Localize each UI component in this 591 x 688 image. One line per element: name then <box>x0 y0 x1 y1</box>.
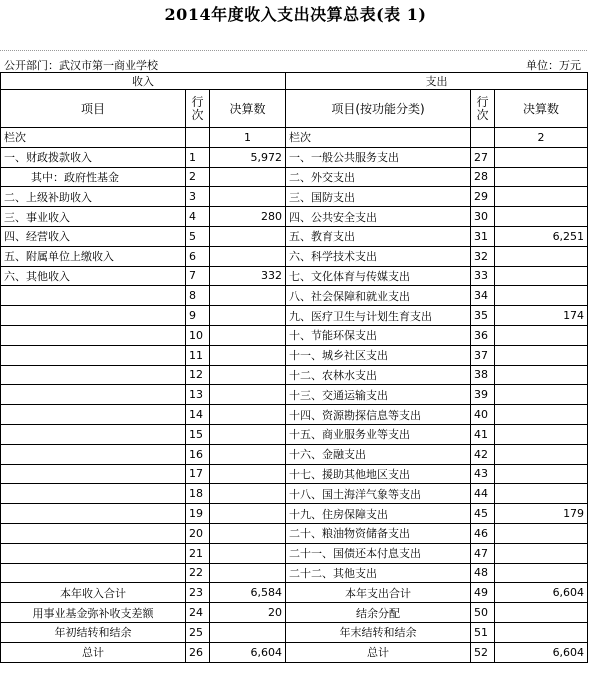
income-amount-cell <box>210 484 286 504</box>
income-rowno-cell: 4 <box>186 207 210 227</box>
expense-item-cell: 六、科学技术支出 <box>286 246 471 266</box>
income-amount-cell <box>210 622 286 642</box>
expense-rowno-cell: 51 <box>471 622 495 642</box>
table-row <box>1 603 588 623</box>
table-row <box>1 365 588 385</box>
expense-item-cell: 一、一般公共服务支出 <box>286 147 471 167</box>
expense-rowno-cell: 33 <box>471 266 495 286</box>
income-item-cell <box>1 484 186 504</box>
table-row <box>1 642 588 662</box>
income-amount-header: 决算数 <box>210 90 286 128</box>
expense-amount-cell <box>495 286 588 306</box>
column-index-label-left: 栏次 <box>1 128 186 148</box>
column-index-row <box>1 128 588 148</box>
income-amount-cell <box>210 424 286 444</box>
income-item-cell <box>1 464 186 484</box>
expense-item-cell: 八、社会保障和就业支出 <box>286 286 471 306</box>
expense-item-cell: 四、公共安全支出 <box>286 207 471 227</box>
income-amount-cell <box>210 405 286 425</box>
expense-rowno-cell: 43 <box>471 464 495 484</box>
income-item-cell: 年初结转和结余 <box>1 622 186 642</box>
income-amount-cell <box>210 504 286 524</box>
income-item-cell <box>1 405 186 425</box>
income-item-cell <box>1 543 186 563</box>
column-index-right: 2 <box>495 128 588 148</box>
income-rowno-header <box>186 90 210 128</box>
department-label: 公开部门：武汉市第一商业学校 <box>4 59 158 72</box>
expense-item-cell: 二十二、其他支出 <box>286 563 471 583</box>
income-expense-table <box>0 72 588 663</box>
column-index-left: 1 <box>210 128 286 148</box>
income-amount-cell <box>210 286 286 306</box>
rowno-header-text <box>477 96 489 122</box>
income-rowno-cell: 18 <box>186 484 210 504</box>
income-rowno-cell: 23 <box>186 583 210 603</box>
expense-item-cell: 结余分配 <box>286 603 471 623</box>
table-row <box>1 306 588 326</box>
rowno-header-top: 行 <box>476 94 489 109</box>
expense-rowno-cell: 29 <box>471 187 495 207</box>
income-item-cell <box>1 563 186 583</box>
expense-item-cell: 十三、交通运输支出 <box>286 385 471 405</box>
income-amount-cell <box>210 187 286 207</box>
table-row <box>1 523 588 543</box>
expense-item-cell: 十七、援助其他地区支出 <box>286 464 471 484</box>
expense-amount-cell <box>495 147 588 167</box>
expense-item-cell: 三、国防支出 <box>286 187 471 207</box>
income-amount-cell <box>210 246 286 266</box>
expense-amount-cell: 6,604 <box>495 583 588 603</box>
expense-item-cell: 十一、城乡社区支出 <box>286 345 471 365</box>
income-item-cell <box>1 424 186 444</box>
expense-item-header: 项目(按功能分类) <box>286 90 471 128</box>
expense-item-cell: 二十一、国债还本付息支出 <box>286 543 471 563</box>
table-row <box>1 444 588 464</box>
expense-item-cell: 十、节能环保支出 <box>286 325 471 345</box>
income-amount-cell <box>210 385 286 405</box>
expense-item-cell: 九、医疗卫生与计划生育支出 <box>286 306 471 326</box>
income-rowno-cell: 11 <box>186 345 210 365</box>
expense-amount-cell: 6,251 <box>495 226 588 246</box>
expense-rowno-cell: 31 <box>471 226 495 246</box>
table-row <box>1 484 588 504</box>
expense-item-cell: 十二、农林水支出 <box>286 365 471 385</box>
expense-amount-cell <box>495 246 588 266</box>
income-rowno-cell: 21 <box>186 543 210 563</box>
expense-rowno-cell: 39 <box>471 385 495 405</box>
income-amount-cell <box>210 345 286 365</box>
income-rowno-cell: 7 <box>186 266 210 286</box>
income-item-cell <box>1 365 186 385</box>
expense-amount-cell <box>495 603 588 623</box>
expense-rowno-cell: 32 <box>471 246 495 266</box>
income-rowno-cell: 5 <box>186 226 210 246</box>
income-item-cell <box>1 325 186 345</box>
income-rowno-cell: 6 <box>186 246 210 266</box>
expense-item-cell: 十五、商业服务业等支出 <box>286 424 471 444</box>
column-header-row <box>1 90 588 128</box>
expense-amount-cell <box>495 167 588 187</box>
expense-rowno-cell: 37 <box>471 345 495 365</box>
income-rowno-cell: 13 <box>186 385 210 405</box>
expense-rowno-cell: 52 <box>471 642 495 662</box>
income-rowno-cell: 15 <box>186 424 210 444</box>
column-index-empty-left <box>186 128 210 148</box>
expense-rowno-cell: 36 <box>471 325 495 345</box>
income-amount-cell <box>210 543 286 563</box>
expense-item-cell: 总计 <box>286 642 471 662</box>
expense-item-cell: 二、外交支出 <box>286 167 471 187</box>
income-rowno-cell: 9 <box>186 306 210 326</box>
expense-amount-cell <box>495 187 588 207</box>
income-amount-cell <box>210 563 286 583</box>
table-row <box>1 325 588 345</box>
expense-amount-cell <box>495 345 588 365</box>
expense-amount-cell <box>495 385 588 405</box>
income-item-cell <box>1 385 186 405</box>
rowno-header-bottom: 次 <box>476 107 489 122</box>
income-rowno-cell: 17 <box>186 464 210 484</box>
income-rowno-cell: 14 <box>186 405 210 425</box>
income-amount-cell <box>210 306 286 326</box>
expense-rowno-cell: 42 <box>471 444 495 464</box>
expense-amount-cell <box>495 207 588 227</box>
expense-rowno-cell: 41 <box>471 424 495 444</box>
income-rowno-cell: 25 <box>186 622 210 642</box>
income-rowno-cell: 20 <box>186 523 210 543</box>
income-rowno-cell: 12 <box>186 365 210 385</box>
income-amount-cell <box>210 226 286 246</box>
income-rowno-cell: 2 <box>186 167 210 187</box>
income-amount-cell <box>210 167 286 187</box>
table-row <box>1 286 588 306</box>
table-row <box>1 543 588 563</box>
income-amount-cell <box>210 325 286 345</box>
expense-amount-header: 决算数 <box>495 90 588 128</box>
expense-item-cell: 年末结转和结余 <box>286 622 471 642</box>
income-item-cell: 用事业基金弥补收支差额 <box>1 603 186 623</box>
table-row <box>1 622 588 642</box>
table-row <box>1 266 588 286</box>
expense-rowno-cell: 50 <box>471 603 495 623</box>
table-row <box>1 345 588 365</box>
expense-rowno-cell: 30 <box>471 207 495 227</box>
rowno-header-bottom: 次 <box>191 107 204 122</box>
expense-rowno-cell: 34 <box>471 286 495 306</box>
report-meta <box>0 50 587 73</box>
column-index-label-right: 栏次 <box>286 128 471 148</box>
rowno-header-text <box>191 96 203 122</box>
expense-rowno-cell: 28 <box>471 167 495 187</box>
income-item-cell: 五、附属单位上缴收入 <box>1 246 186 266</box>
table-row <box>1 147 588 167</box>
income-item-cell: 总计 <box>1 642 186 662</box>
expense-item-cell: 本年支出合计 <box>286 583 471 603</box>
income-amount-cell: 332 <box>210 266 286 286</box>
table-row <box>1 464 588 484</box>
income-rowno-cell: 26 <box>186 642 210 662</box>
expense-item-cell: 十八、国土海洋气象等支出 <box>286 484 471 504</box>
income-item-cell <box>1 444 186 464</box>
income-item-cell: 一、财政拨款收入 <box>1 147 186 167</box>
income-item-cell: 三、事业收入 <box>1 207 186 227</box>
income-rowno-cell: 24 <box>186 603 210 623</box>
income-item-cell: 六、其他收入 <box>1 266 186 286</box>
expense-item-cell: 十六、金融支出 <box>286 444 471 464</box>
expense-amount-cell <box>495 365 588 385</box>
expense-rowno-cell: 35 <box>471 306 495 326</box>
table-row <box>1 405 588 425</box>
expense-amount-cell <box>495 424 588 444</box>
expense-rowno-cell: 49 <box>471 583 495 603</box>
expense-rowno-header <box>471 90 495 128</box>
income-item-cell: 四、经营收入 <box>1 226 186 246</box>
table-row <box>1 246 588 266</box>
income-item-cell <box>1 345 186 365</box>
income-amount-cell: 6,584 <box>210 583 286 603</box>
expense-amount-cell: 179 <box>495 504 588 524</box>
expense-amount-cell <box>495 405 588 425</box>
column-index-empty-right <box>471 128 495 148</box>
table-row <box>1 207 588 227</box>
table-row <box>1 226 588 246</box>
table-row <box>1 167 588 187</box>
income-rowno-cell: 19 <box>186 504 210 524</box>
section-header-row <box>1 73 588 90</box>
expense-amount-cell <box>495 325 588 345</box>
expense-item-cell: 十九、住房保障支出 <box>286 504 471 524</box>
expense-amount-cell: 174 <box>495 306 588 326</box>
expense-rowno-cell: 38 <box>471 365 495 385</box>
income-rowno-cell: 8 <box>186 286 210 306</box>
expense-amount-cell <box>495 622 588 642</box>
expense-amount-cell: 6,604 <box>495 642 588 662</box>
income-item-cell: 本年收入合计 <box>1 583 186 603</box>
expense-rowno-cell: 47 <box>471 543 495 563</box>
expense-section-header: 支出 <box>286 73 588 90</box>
table-row <box>1 424 588 444</box>
income-item-cell <box>1 286 186 306</box>
expense-item-cell: 五、教育支出 <box>286 226 471 246</box>
income-rowno-cell: 3 <box>186 187 210 207</box>
expense-rowno-cell: 46 <box>471 523 495 543</box>
income-item-cell: 其中：政府性基金 <box>1 167 186 187</box>
expense-amount-cell <box>495 444 588 464</box>
expense-amount-cell <box>495 563 588 583</box>
income-amount-cell <box>210 523 286 543</box>
income-amount-cell: 6,604 <box>210 642 286 662</box>
table-row <box>1 187 588 207</box>
income-rowno-cell: 16 <box>186 444 210 464</box>
income-item-cell <box>1 306 186 326</box>
income-amount-cell <box>210 464 286 484</box>
income-rowno-cell: 22 <box>186 563 210 583</box>
rowno-header-top: 行 <box>191 94 204 109</box>
expense-item-cell: 七、文化体育与传媒支出 <box>286 266 471 286</box>
expense-rowno-cell: 48 <box>471 563 495 583</box>
table-row <box>1 583 588 603</box>
income-rowno-cell: 1 <box>186 147 210 167</box>
income-item-cell: 二、上级补助收入 <box>1 187 186 207</box>
expense-rowno-cell: 40 <box>471 405 495 425</box>
income-item-cell <box>1 523 186 543</box>
expense-item-cell: 十四、资源勘探信息等支出 <box>286 405 471 425</box>
income-amount-cell: 280 <box>210 207 286 227</box>
expense-rowno-cell: 44 <box>471 484 495 504</box>
report-title: 2014年度收入支出决算总表(表 1) <box>164 5 427 24</box>
unit-label: 单位：万元 <box>526 59 581 72</box>
income-amount-cell: 5,972 <box>210 147 286 167</box>
table-row <box>1 563 588 583</box>
income-amount-cell <box>210 444 286 464</box>
expense-rowno-cell: 27 <box>471 147 495 167</box>
expense-item-cell: 二十、粮油物资储备支出 <box>286 523 471 543</box>
expense-amount-cell <box>495 543 588 563</box>
expense-amount-cell <box>495 266 588 286</box>
income-section-header: 收入 <box>1 73 286 90</box>
expense-amount-cell <box>495 523 588 543</box>
expense-amount-cell <box>495 484 588 504</box>
income-amount-cell <box>210 365 286 385</box>
expense-rowno-cell: 45 <box>471 504 495 524</box>
table-row <box>1 385 588 405</box>
income-item-header: 项目 <box>1 90 186 128</box>
table-row <box>1 504 588 524</box>
income-item-cell <box>1 504 186 524</box>
income-amount-cell: 20 <box>210 603 286 623</box>
expense-amount-cell <box>495 464 588 484</box>
income-rowno-cell: 10 <box>186 325 210 345</box>
